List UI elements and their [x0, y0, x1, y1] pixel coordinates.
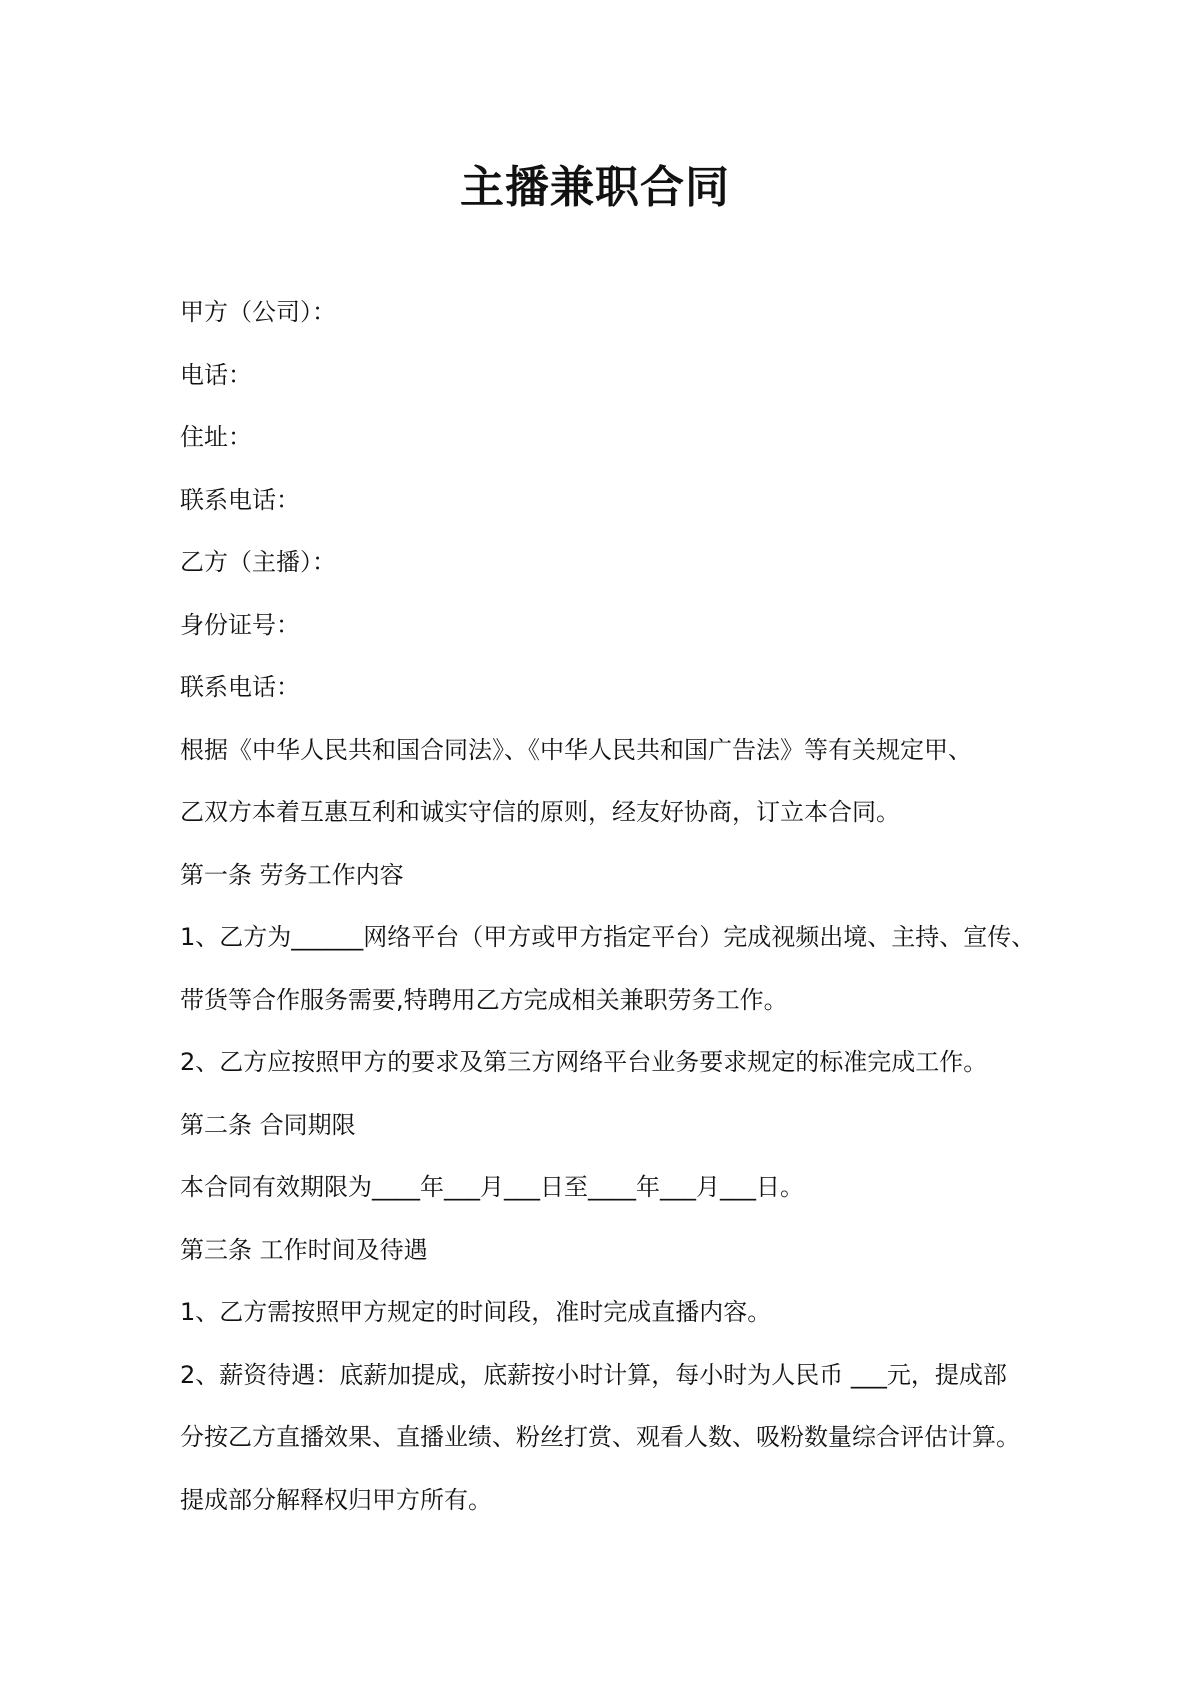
article-3-item-1: 1、乙方需按照甲方规定的时间段，准时完成直播内容。: [180, 1298, 772, 1326]
article-1-item-2: 2、乙方应按照甲方的要求及第三方网络平台业务要求规定的标准完成工作。: [180, 1048, 988, 1076]
article-1-heading: 第一条 劳务工作内容: [180, 860, 404, 889]
article-3-item-2-line-1: 2、薪资待遇：底薪加提成，底薪按小时计算，每小时为人民币 ___元，提成部: [180, 1360, 1007, 1389]
article-3-item-2-line-3: 提成部分解释权归甲方所有。: [180, 1485, 492, 1514]
party-a-address-line: 住址：: [180, 423, 252, 451]
article-2-term-line: 本合同有效期限为____年___月___日至____年___月___日。: [180, 1173, 804, 1201]
article-3-item-2-line-2: 分按乙方直播效果、直播业绩、粉丝打赏、观看人数、吸粉数量综合评估计算。: [180, 1423, 1020, 1451]
party-b-contact-phone-line: 联系电话：: [180, 673, 300, 701]
preamble-line-1: 根据《中华人民共和国合同法》、《中华人民共和国广告法》等有关规定甲、: [180, 735, 972, 764]
party-b-streamer-line: 乙方（主播）：: [180, 548, 336, 576]
party-b-id-number-line: 身份证号：: [180, 610, 300, 639]
party-a-contact-phone-line: 联系电话：: [180, 485, 300, 514]
article-1-item-1-line-1: 1、乙方为______网络平台（甲方或甲方指定平台）完成视频出境、主持、宣传、: [180, 923, 1036, 951]
preamble-line-2: 乙双方本着互惠互利和诚实守信的原则，经友好协商，订立本合同。: [180, 798, 900, 826]
document-title: 主播兼职合同: [460, 162, 730, 213]
article-2-heading: 第二条 合同期限: [180, 1110, 356, 1139]
article-3-heading: 第三条 工作时间及待遇: [180, 1235, 428, 1264]
document-body: [180, 292, 1040, 1542]
party-a-phone-line: 电话：: [180, 360, 252, 389]
party-a-company-line: 甲方（公司）：: [180, 298, 336, 326]
article-1-item-1-line-2: 带货等合作服务需要,特聘用乙方完成相关兼职劳务工作。: [180, 985, 788, 1014]
